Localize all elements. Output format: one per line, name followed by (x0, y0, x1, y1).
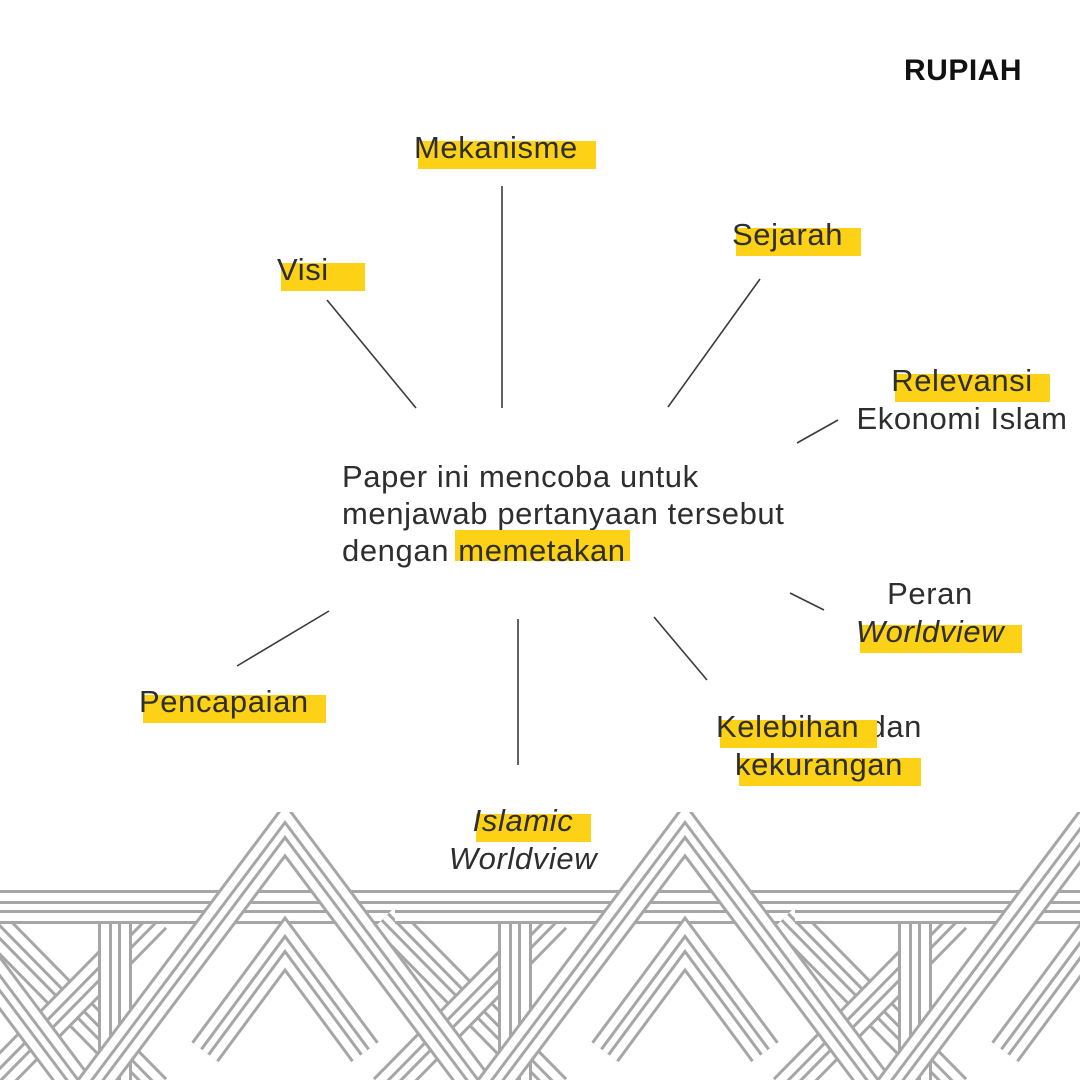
node-pencapaian (139, 683, 309, 721)
node-islamic-line1: Islamic (472, 803, 574, 838)
highlight-memetakan: memetakan (458, 533, 626, 568)
node-relevansi (853, 362, 1071, 438)
node-islamic (438, 802, 608, 878)
node-islamic-line2: Worldview (448, 841, 598, 876)
brand-logo: RUPIAH (903, 54, 1022, 87)
connector-peran (790, 593, 824, 610)
node-relevansi-line1: Relevansi (891, 363, 1033, 398)
node-visi-label: Visi (277, 252, 329, 287)
node-kelebihan-line1-hl: Kelebihan (715, 709, 860, 744)
central-statement-line2: menjawab pertanyaan tersebut (342, 496, 785, 531)
connector-kelebihan (654, 617, 707, 680)
node-kelebihan-line1-rest: dan (859, 709, 923, 744)
node-peran (850, 575, 1010, 651)
node-kelebihan (700, 708, 938, 784)
node-visi (277, 251, 329, 289)
connector-pencapaian (237, 611, 329, 666)
node-sejarah (732, 216, 843, 254)
node-peran-line1: Peran (887, 576, 973, 611)
node-pencapaian-label: Pencapaian (139, 684, 309, 719)
connector-relevansi (797, 420, 838, 443)
node-peran-line2: Worldview (855, 614, 1005, 649)
node-kelebihan-line2: kekurangan (734, 747, 903, 782)
central-statement-line3 (342, 532, 784, 569)
connector-visi (327, 300, 416, 408)
central-statement-line3-prefix: dengan (342, 533, 459, 568)
central-statement-line1: Paper ini mencoba untuk (342, 459, 699, 494)
node-mekanisme (414, 129, 578, 167)
central-statement (342, 458, 784, 569)
node-sejarah-label: Sejarah (732, 217, 844, 252)
connector-sejarah (668, 279, 760, 407)
node-relevansi-line2: Ekonomi Islam (856, 401, 1068, 436)
node-mekanisme-label: Mekanisme (414, 130, 578, 165)
